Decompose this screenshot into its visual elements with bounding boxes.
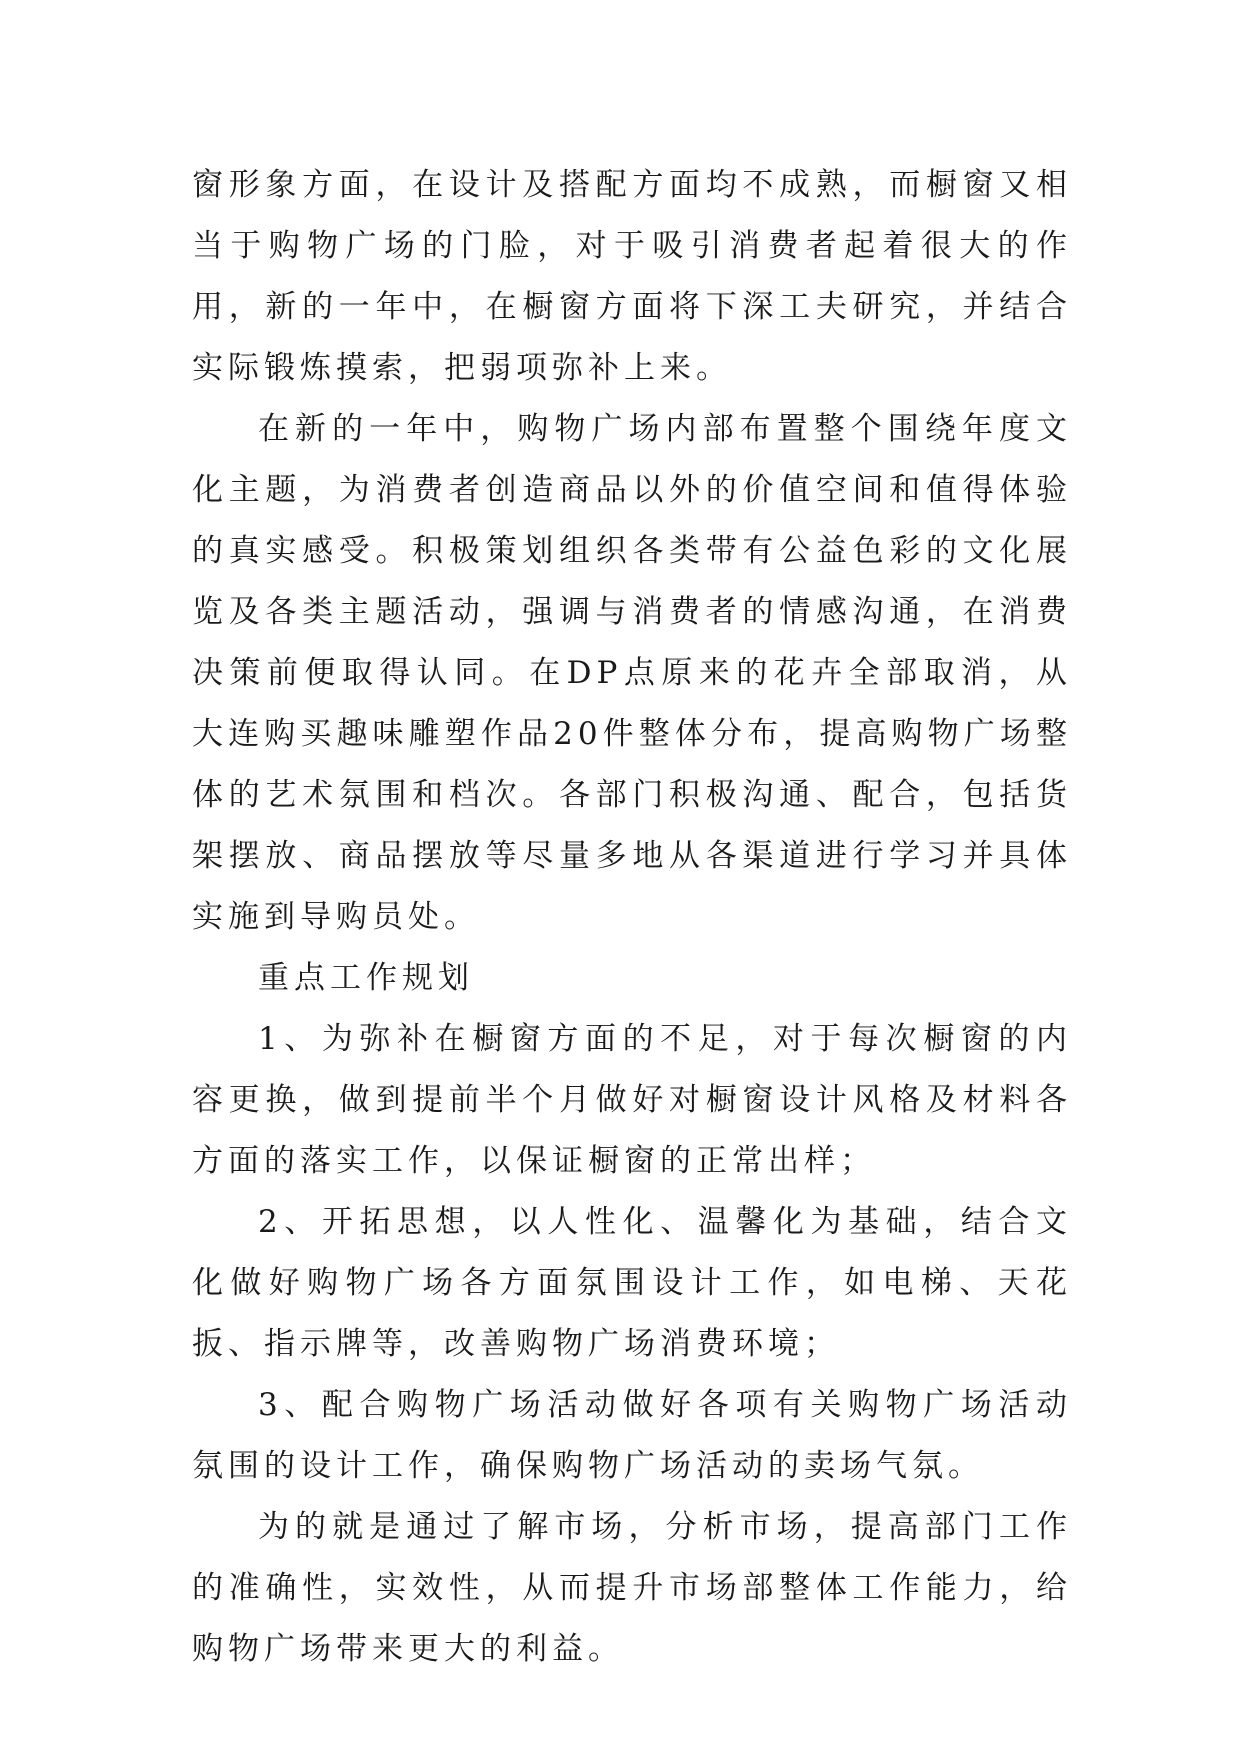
document-body <box>192 155 1072 1680</box>
paragraph-conclusion: 为的就是通过了解市场，分析市场，提高部门工作的准确性，实效性，从而提升市场部整体工作能力，给购物广场带来更大的利益。 <box>192 1509 1072 1667</box>
paragraph-window-image: 窗形象方面，在设计及搭配方面均不成熟，而橱窗又相当于购物广场的门脸，对于吸引消费者起着很大的作用，新的一年中，在橱窗方面将下深工夫研究，并结合实际锻炼摸索，把弱项弥补上来。 <box>192 167 1072 386</box>
list-item-3: 3、配合购物广场活动做好各项有关购物广场活动氛围的设计工作，确保购物广场活动的卖场气氛。 <box>192 1387 1072 1484</box>
section-heading-key-work-plan: 重点工作规划 <box>258 960 474 996</box>
list-item-2: 2、开拓思想，以人性化、温馨化为基础，结合文化做好购物广场各方面氛围设计工作，如电梯、天花扳、指示牌等，改善购物广场消费环境； <box>192 1204 1072 1362</box>
paragraph-culture-theme: 在新的一年中，购物广场内部布置整个围绕年度文化主题，为消费者创造商品以外的价值空间和值得体验的真实感受。积极策划组织各类带有公益色彩的文化展览及各类主题活动，强调与消费者的情感沟通，在消费决策前便取得认同。在DP点原来的花卉全部取消，从大连购买趣味雕塑作品20件整体分布，提高购物广场整体的艺术氛围和档次。各部门积极沟通、配合，包括货架摆放、商品摆放等尽量多地从各渠道进行学习并具体实施到导购员处。 <box>192 411 1072 935</box>
list-item-1: 1、为弥补在橱窗方面的不足，对于每次橱窗的内容更换，做到提前半个月做好对橱窗设计风格及材料各方面的落实工作，以保证橱窗的正常出样； <box>192 1021 1072 1179</box>
